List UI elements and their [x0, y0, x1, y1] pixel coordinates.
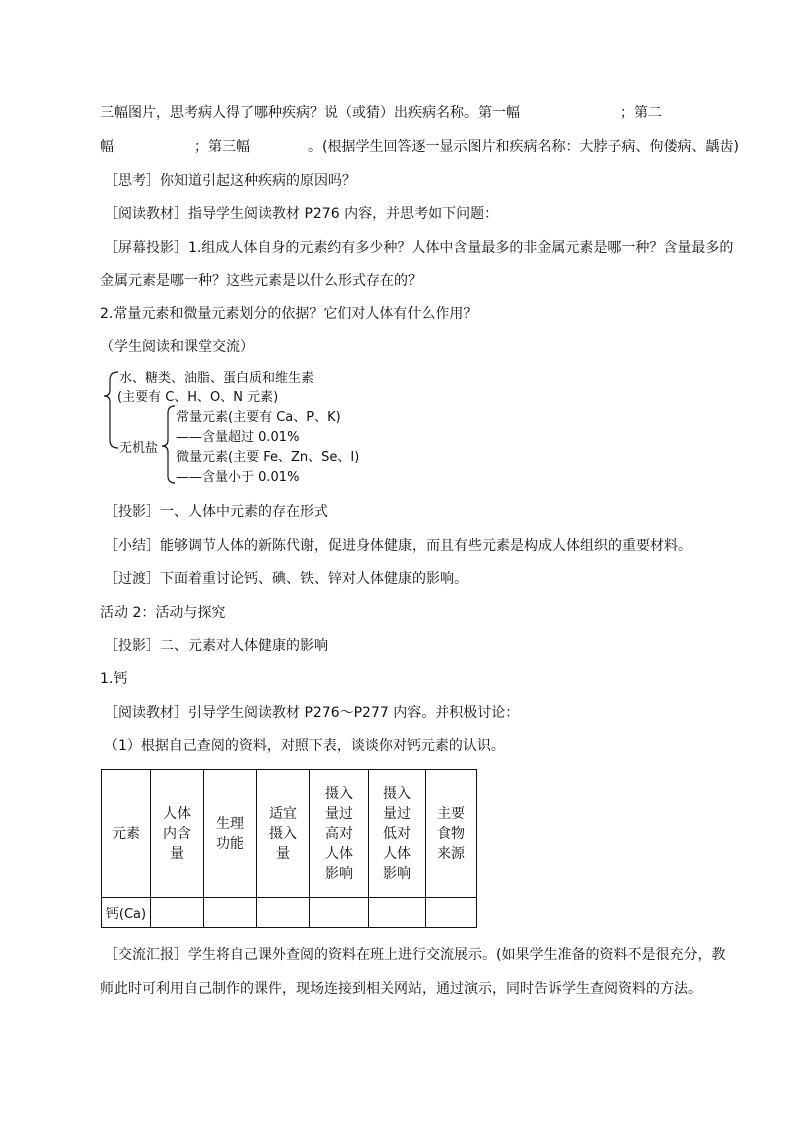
trace-note: ——含量小于 0.01% — [176, 470, 300, 485]
table-header-cell: 人体内含量 — [151, 770, 204, 898]
table-cell — [310, 898, 369, 928]
table-cell — [204, 898, 257, 928]
activity-heading: 活动 2：活动与探究 — [100, 605, 226, 621]
table-cell — [257, 898, 310, 928]
table-header-cell: 摄入量过高对人体影响 — [310, 770, 369, 898]
exchange-line: （学生阅读和课堂交流） — [100, 339, 254, 355]
text-segment: ；第三幅 — [194, 139, 250, 155]
summary-line: ［小结］能够调节人体的新陈代谢，促进身体健康，而且有些元素是构成人体组织的重要材料。 — [104, 538, 692, 554]
major-note: ——含量超过 0.01% — [176, 430, 300, 445]
table-header-cell: 适宜摄入量 — [257, 770, 310, 898]
read-line: ［阅读教材］指导学生阅读教材 P276 内容，并思考如下问题： — [104, 206, 499, 222]
text-segment: ；第二 — [620, 105, 662, 121]
organic-note: (主要有 C、H、O、N 元素) — [117, 390, 279, 405]
text-segment: 。(根据学生回答逐一显示图片和疾病名称：大脖子病、佝偻病、龋齿) — [308, 139, 739, 155]
screen-line-1: ［屏幕投影］1.组成人体自身的元素约有多少种？人体中含量最多的非金属元素是哪一种？含量最多的 — [104, 240, 734, 256]
projection-2: ［投影］二、元素对人体健康的影响 — [104, 638, 328, 654]
transition-line: ［过渡］下面着重讨论钙、碘、铁、锌对人体健康的影响。 — [104, 571, 468, 587]
calcium-table — [101, 769, 477, 928]
table-row — [102, 898, 477, 928]
organic-label: 水、糖类、油脂、蛋白质和维生素 — [119, 371, 315, 386]
calcium-heading: 1.钙 — [100, 671, 128, 687]
text-line — [100, 138, 739, 156]
table-cell — [369, 898, 426, 928]
text-segment: 三幅图片，思考病人得了哪种疾病？说（或猜）出疾病名称。第一幅 — [100, 105, 520, 121]
row-label: 钙(Ca) — [102, 898, 151, 928]
table-cell — [426, 898, 477, 928]
report-line-2: 师此时可利用自己制作的课件，现场连接到相关网站，通过演示，同时告诉学生查阅资料的方法。 — [100, 981, 702, 997]
read-line-2: ［阅读教材］引导学生阅读教材 P276～P277 内容。并积极讨论： — [104, 705, 520, 721]
table-header-cell: 主要食物来源 — [426, 770, 477, 898]
outer-brace — [104, 372, 118, 448]
text-segment: 幅 — [100, 139, 114, 155]
question-2: 2.常量元素和微量元素划分的依据？它们对人体有什么作用？ — [100, 306, 478, 322]
table-header-row — [102, 770, 477, 898]
report-line-1: ［交流汇报］学生将自己课外查阅的资料在班上进行交流展示。(如果学生准备的资料不是很充分，教 — [104, 947, 726, 963]
table-header-cell: 元素 — [102, 770, 151, 898]
text-line — [100, 104, 662, 122]
inner-brace — [162, 406, 175, 483]
think-line: ［思考］你知道引起这种疾病的原因吗？ — [104, 173, 356, 189]
projection-1: ［投影］一、人体中元素的存在形式 — [104, 504, 328, 520]
screen-line-2: 金属元素是哪一种？这些元素是以什么形式存在的？ — [100, 273, 422, 289]
table-header-cell: 摄入量过低对人体影响 — [369, 770, 426, 898]
major-elements: 常量元素(主要有 Ca、P、K) — [176, 410, 341, 425]
item-1: （1）根据自己查阅的资料，对照下表，谈谈你对钙元素的认识。 — [104, 738, 505, 754]
table-cell — [151, 898, 204, 928]
inorganic-label: 无机盐 — [119, 441, 159, 456]
trace-elements: 微量元素(主要 Fe、Zn、Se、I) — [176, 450, 360, 465]
table-header-cell: 生理功能 — [204, 770, 257, 898]
